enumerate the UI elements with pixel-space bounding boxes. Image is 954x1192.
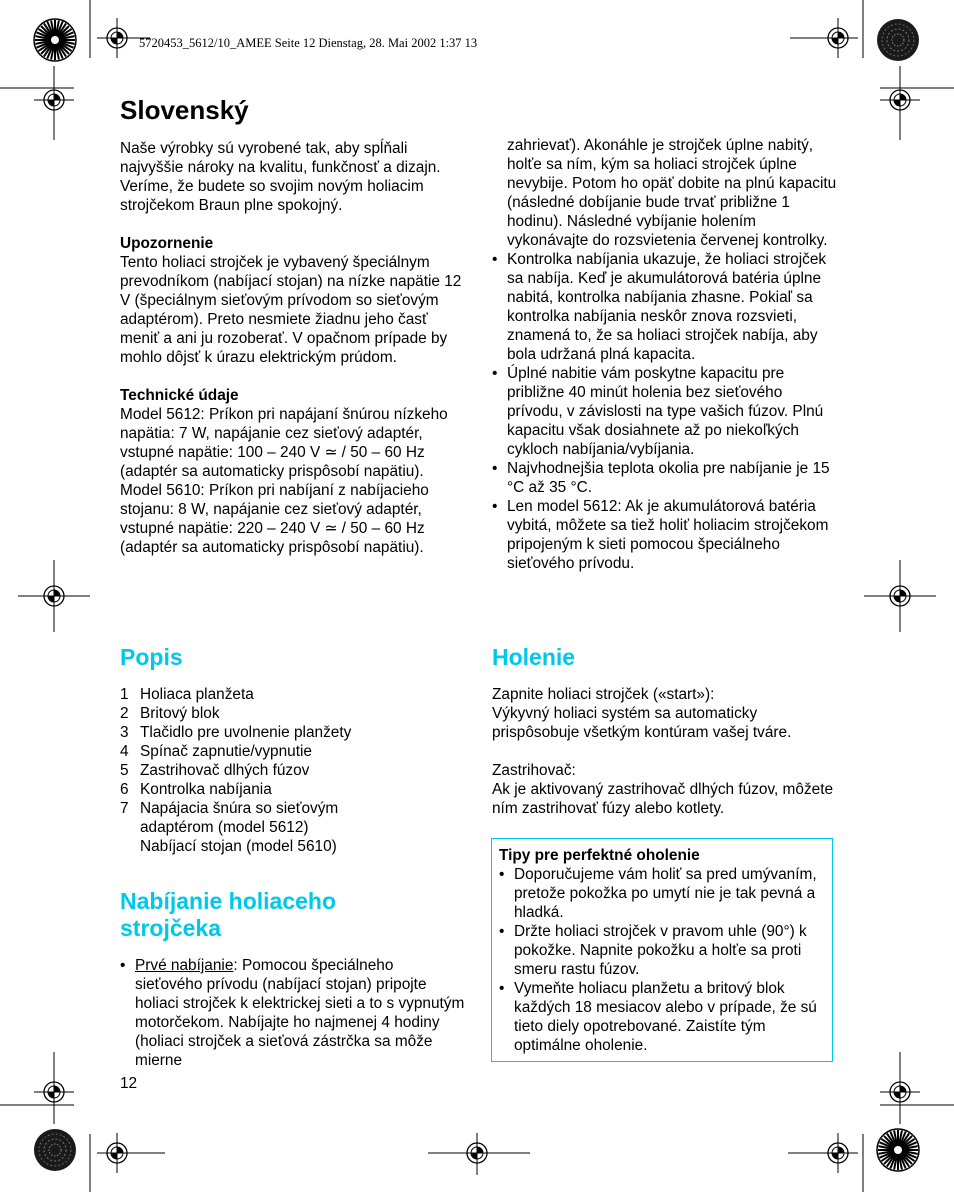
tech-model-5612: Model 5612: Príkon pri napájaní šnúrou nízkeho napätia: 7 W, napájanie cez sieťový adaptér, vstupné napätie: 100 – 240 V ≃ / 50 – 60 Hz (adaptér sa automaticky prispôsobí napätiu).	[120, 406, 448, 480]
trimmer-paragraph: Ak je aktivovaný zastrihovač dlhých fúzov, môžete ním zastrihovať fúzy alebo kotlety.	[492, 781, 834, 817]
charging-continued: zahrievať). Akonáhle je strojček úplne nabitý, holťe sa ním, kým sa holiaci strojček úplne nevybije. Potom ho opäť dobite na plnú kapacitu (následné dobíjanie bude trvať približne 1 hodinu). Následné vybíjanie holením vykonávajte do rozsvietenia červenej kontrolky.	[507, 137, 837, 249]
registration-mark	[818, 1133, 858, 1173]
starburst-mark	[34, 19, 76, 61]
list-item: • Len model 5612: Ak je akumulátorová batéria vybitá, môžete sa tiež holiť holiacim strojčekom pripojeným k sieti pomocou špeciálneho sieťového prívodu.	[492, 497, 837, 573]
trimmer-label: Zastrihovač:	[492, 762, 576, 779]
tips-box	[491, 838, 833, 1062]
list-item: • Držte holiaci strojček v pravom uhle (90°) k pokožke. Napnite pokožku a holťe sa proti smeru rastu fúzov.	[499, 922, 824, 979]
left-column-upper	[120, 95, 465, 557]
density-wheel-mark	[34, 1129, 76, 1171]
list-item: 7 Napájacia šnúra so sieťovým adaptérom (model 5612)	[120, 800, 339, 836]
list-item: • Vymeňte holiacu planžetu a britový blok každých 18 mesiacov alebo v prípade, že sú tieto diely opotrebované. Zaistíte tým optimálne oholenie.	[499, 979, 824, 1055]
first-charge-list	[120, 956, 465, 1070]
registration-mark	[97, 1133, 137, 1173]
registration-mark	[457, 1133, 497, 1173]
list-item: Nabíjací stojan (model 5610)	[140, 838, 337, 855]
registration-mark	[34, 80, 74, 120]
first-charge-label: Prvé nabíjanie	[135, 957, 234, 974]
charging-title: Nabíjanie holiaceho strojčeka	[120, 888, 336, 941]
intro-paragraph: Naše výrobky sú vyrobené tak, aby spĺňali najvyššie nároky na kvalitu, funkčnosť a dizajn. Veríme, že budete so svojim novým holiacim strojčekom Braun plne spokojný.	[120, 140, 441, 214]
popis-title: Popis	[120, 644, 183, 670]
list-item: • Prvé nabíjanie: Pomocou špeciálneho sieťového prívodu (nabíjací stojan) pripojte holiaci strojček k elektrickej sieti a to s vypnutým motorčekom. Nabíjajte ho najmenej 4 hodiny (holiaci strojček a sieťová zástrčka sa môže mierne	[120, 956, 465, 1070]
charging-bullets	[492, 250, 837, 573]
registration-mark	[880, 576, 920, 616]
right-column-lower	[492, 644, 837, 818]
registration-mark	[818, 18, 858, 58]
start-line: Zapnite holiaci strojček («start»):	[492, 686, 715, 703]
warning-heading: Upozornenie	[120, 235, 214, 252]
warning-paragraph: Tento holiaci strojček je vybavený špeciálnym prevodníkom (nabíjací stojan) na nízke napätie 12 V (špeciálnym sieťovým prívodom so sieťovým adaptérom). Preto nesmiete žiadnu jeho časť meniť a ani ju rozoberať. V opačnom prípade by mohlo dôjsť k úrazu elektrickým prúdom.	[120, 254, 462, 366]
list-item: • Kontrolka nabíjania ukazuje, že holiaci strojček sa nabíja. Keď je akumulátorová batéria úplne nabitá, kontrolka nabíjania zhasne. Pokiaľ sa kontrolka nabíjania neskôr znova rozsvieti, znamená to, že sa holiaci strojček nabíja, aby bola udržaná plná kapacita.	[492, 250, 837, 364]
language-title: Slovenský	[120, 95, 249, 125]
list-item: 4 Spínač zapnutie/vypnutie	[120, 743, 312, 760]
registration-mark	[34, 1072, 74, 1112]
print-header: 5720453_5612/10_AMEE Seite 12 Dienstag, 28. Mai 2002 1:37 13	[139, 36, 478, 50]
parts-list	[120, 685, 465, 856]
holenie-title: Holenie	[492, 644, 576, 670]
list-item: • Najvhodnejšia teplota okolia pre nabíjanie je 15 °C až 35 °C.	[492, 459, 837, 497]
tips-list	[499, 865, 824, 1055]
list-item: 5 Zastrihovač dlhých fúzov	[120, 762, 310, 779]
list-item: • Doporučujeme vám holiť sa pred umývaním, pretože pokožka po umytí nie je tak pevná a hladká.	[499, 865, 824, 922]
page-number: 12	[120, 1075, 138, 1092]
start-paragraph: Výkyvný holiaci systém sa automaticky prispôsobuje všetkým kontúram vašej tváre.	[492, 705, 792, 741]
right-column-upper	[492, 136, 837, 573]
tech-heading: Technické údaje	[120, 387, 239, 404]
left-column-lower	[120, 644, 465, 1070]
list-item: 3 Tlačidlo pre uvolnenie planžety	[120, 724, 352, 741]
registration-mark	[34, 576, 74, 616]
tech-model-5610: Model 5610: Príkon pri nabíjaní z nabíjacieho stojanu: 8 W, napájanie cez sieťový adaptér, vstupné napätie: 220 – 240 V ≃ / 50 – 60 Hz (adaptér sa automaticky prispôsobí napätiu).	[120, 482, 429, 556]
registration-mark	[880, 80, 920, 120]
list-item: 6 Kontrolka nabíjania	[120, 781, 272, 798]
list-item: • Úplné nabitie vám poskytne kapacitu pre približne 40 minút holenia bez sieťového prívodu, v závislosti na type vašich fúzov. Plnú kapacitu však dosiahnete až po niekoľkých cykloch nabíjania/vybíjania.	[492, 364, 837, 459]
tips-title: Tipy pre perfektné oholenie	[499, 847, 700, 864]
list-item: 2 Britový blok	[120, 705, 220, 722]
registration-mark	[97, 18, 137, 58]
starburst-mark	[877, 1129, 919, 1171]
registration-mark	[880, 1072, 920, 1112]
list-item: 1 Holiaca planžeta	[120, 686, 254, 703]
density-wheel-mark	[877, 19, 919, 61]
